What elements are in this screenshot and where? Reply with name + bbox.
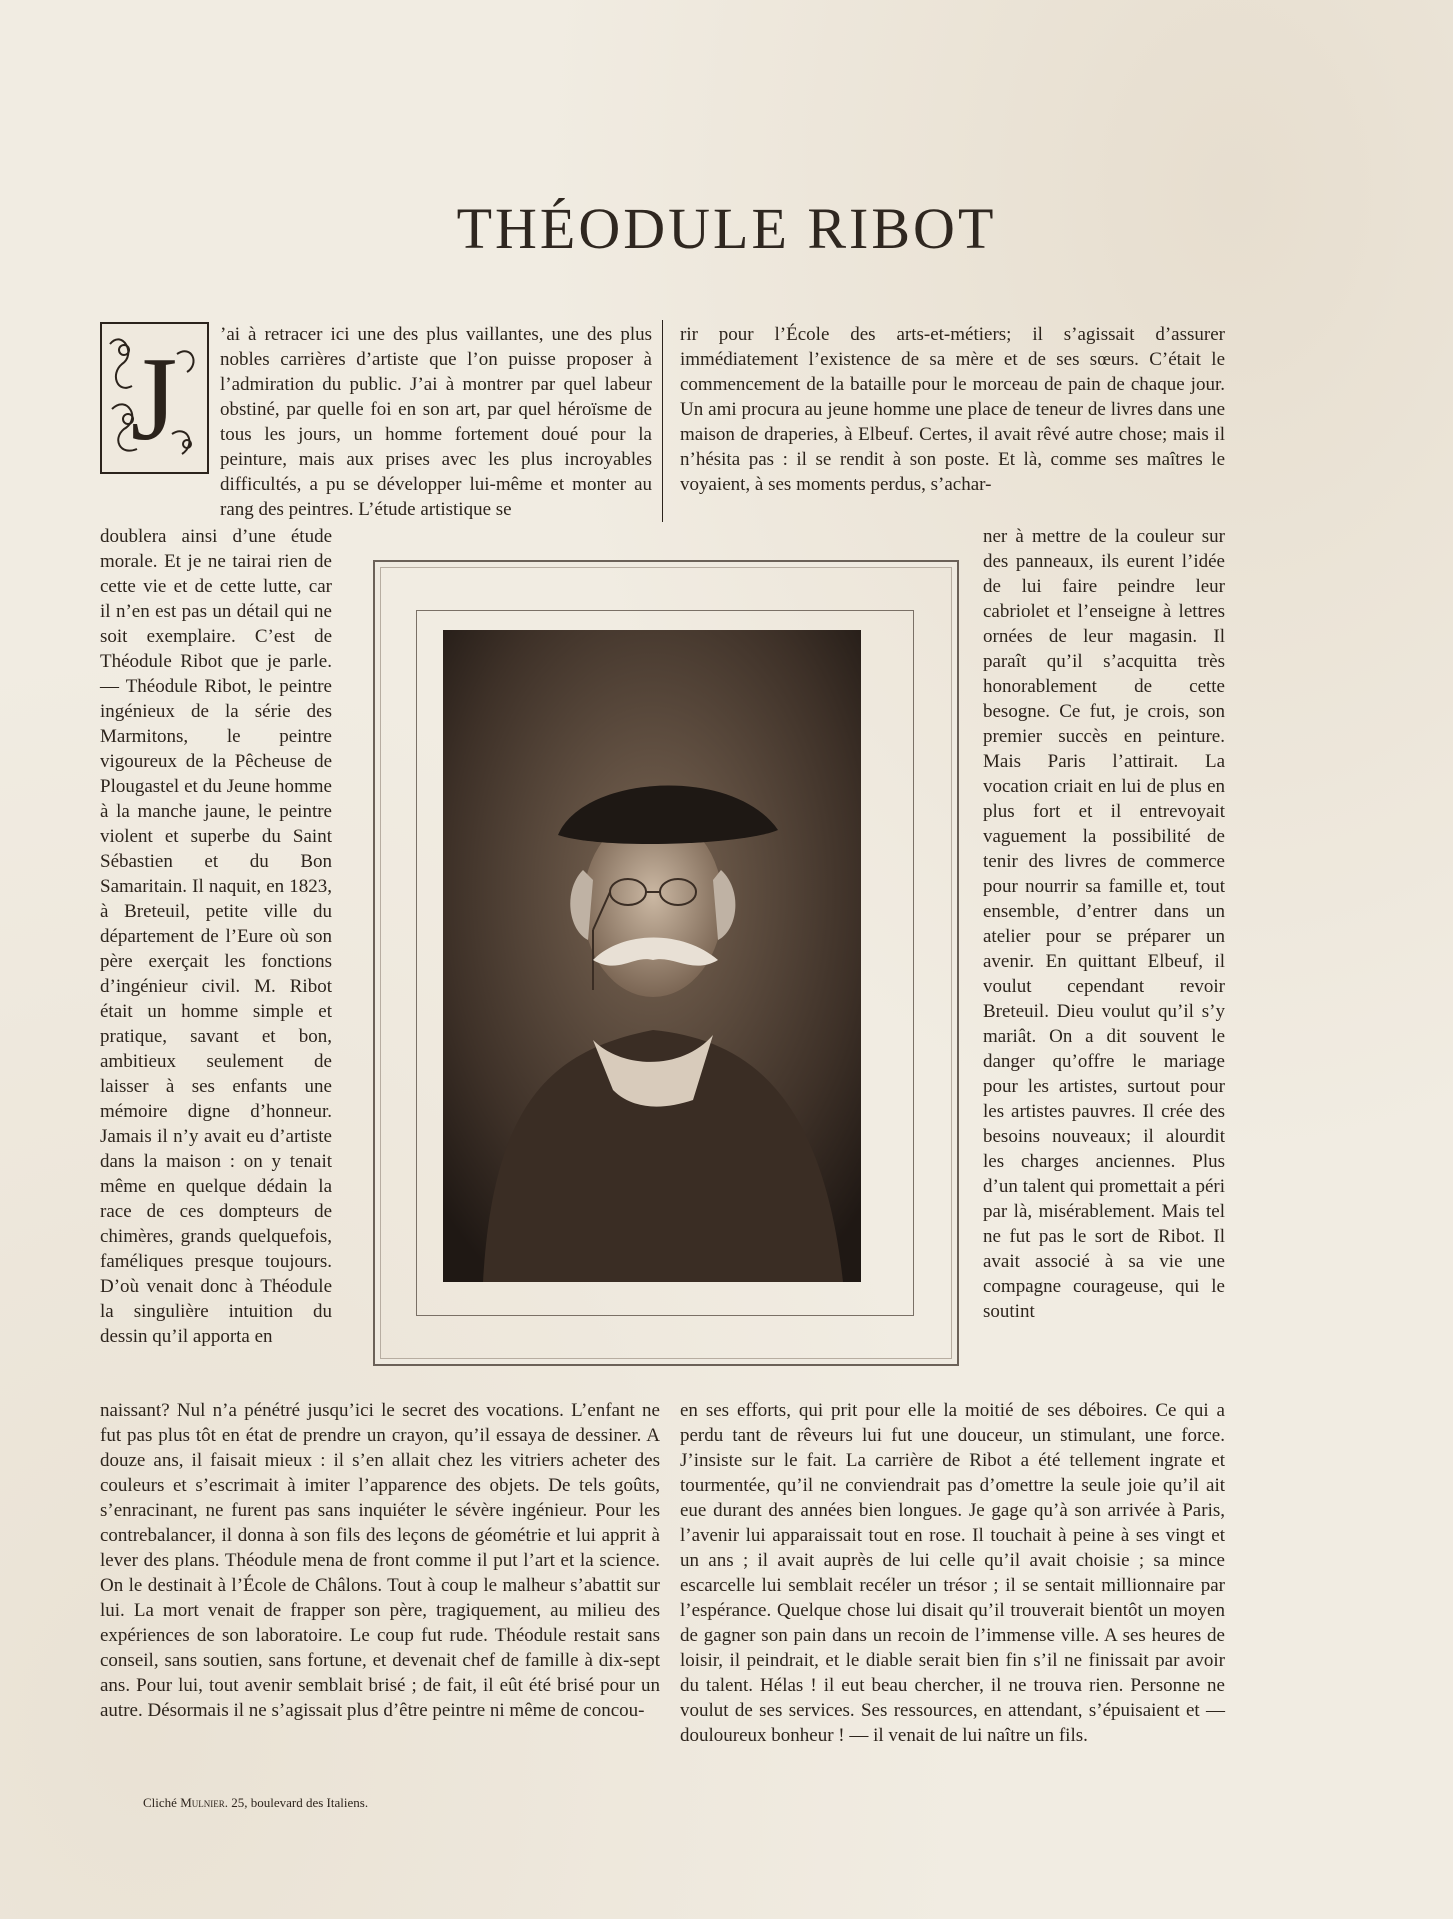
right-column-bottom: en ses efforts, qui prit pour elle la moitié de ses déboires. Ce qui a perdu tant de rêveurs lui fut une douceur, un stimulant, une force. J’insiste sur le fait. La carrière de Ribot a été tellement ingrate et tourmentée, qu’il ne conviendrait pas d’omettre la seule joie qu’il ait eue durant des années bien longues. Je gage qu’à son arrivée à Paris, l’avenir lui apparaissait tout en rose. Il touchait à peine à ses vingt et un ans ; il avait auprès de lui celle qu’il avait choisie ; sa mince escarcelle lui semblait recéler un trésor ; il se sentait millionnaire par l’espérance. Quelque chose lui disait qu’il trouverait bientôt un moyen de gagner son pain dans un recoin de l’immense ville. A ses heures de loisir, il peindrait, et le diable serait bien fin s’il ne finissait par avoir du talent. Hélas ! il eut beau chercher, il ne trouva rien. Personne ne voulut de ses services. Ses ressources, en attendant, s’épuisaient et — douloureux bonheur ! — il venait de lui naître un fils.	[680, 1400, 1225, 1746]
right-narrow-column: ner à mettre de la couleur sur des panneaux, ils eurent l’idée de lui faire peindre leur cabriolet et l’enseigne à lettres ornées de leur magasin. Il paraît qu’il s’acquitta très honorablement de cette besogne. Ce fut, je crois, son premier succès en peinture. Mais Paris l’attirait. La vocation criait en lui de plus en plus fort et il entrevoyait vaguement la possibilité de tenir des livres de commerce pour nourrir sa famille et, tout ensemble, d’entrer dans un atelier pour se préparer un avenir. En quittant Elbeuf, il voulut cependant revoir Breteuil. Dieu voulut qu’il s’y mariât. On a dit souvent le danger qu’offre le mariage pour les artistes, surtout pour les artistes pauvres. Il crée des besoins nouveaux; il alourdit les charges anciennes. Plus d’un talent qui promettait a péri par là, misérablement. Mais tel ne fut pas le sort de Ribot. Il avait associé à sa vie une compagne courageuse, qui le soutint	[983, 526, 1225, 1322]
intro-paragraph: ’ai à retracer ici une des plus vaillantes, une des plus nobles carrières d’artiste que l’on puisse proposer à l’admiration du public. J’ai à montrer par quel labeur obstiné, par quelle foi en son art, par quel héroïsme de tous les jours, un homme fortement doué pour la peinture, mais aux prises avec les plus incroyables difficultés, a pu se développer lui-même et monter au rang des peintres. L’étude artistique se	[220, 324, 652, 520]
right-column-top: rir pour l’École des arts-et-métiers; il s’agissait d’assurer immédiatement l’existence de sa mère et de ses sœurs. C’était le commencement de la bataille pour le morceau de pain de chaque jour. Un ami procura au jeune homme une place de teneur de livres dans une maison de draperies, à Elbeuf. Certes, il avait rêvé autre chose; mais il n’hésita pas : il se rendit à son poste. Et là, comme ses maîtres le voyaient, à ses moments perdus, s’achar-	[680, 324, 1225, 495]
photo-credit	[143, 1795, 368, 1811]
left-narrow-column: doublera ainsi d’une étude morale. Et je ne tairai rien de cette vie et de cette lutte, car il n’en est pas un détail qui ne soit exemplaire. C’est de Théodule Ribot que je parle. — Théodule Ribot, le peintre ingénieux de la série des Marmitons, le peintre vigoureux de la Pêcheuse de Plougastel et du Jeune homme à la manche jaune, le peintre violent et superbe du Saint Sébastien et du Bon Samaritain. Il naquit, en 1823, à Breteuil, petite ville du département de l’Eure où son père exerçait les fonctions d’ingénieur civil. M. Ribot était un homme simple et pratique, savant et bon, ambitieux seulement de laisser à ses enfants une mémoire digne d’honneur. Jamais il n’y avait eu d’artiste dans la maison : on y tenait même en quelque dédain la race de ces dompteurs de chimères, grands quelquefois, faméliques presque toujours. D’où venait donc à Théodule la singulière intuition du dessin qu’il apporta en	[100, 526, 332, 1347]
photo-credit-address: 25, boulevard des Italiens.	[231, 1795, 369, 1810]
dropcap-ornament-icon	[102, 324, 207, 472]
column-divider	[662, 320, 663, 522]
photo-credit-name: Mulnier.	[180, 1795, 228, 1810]
left-column-bottom: naissant? Nul n’a pénétré jusqu’ici le secret des vocations. L’enfant ne fut pas plus tôt en état de prendre un crayon, qu’il essaya de dessiner. A douze ans, il faisait mieux : il s’en allait chez les vitriers acheter des couleurs et s’escrimait à imiter l’apparence des objets. De tels goûts, s’enracinant, ne furent pas sans inquiéter le sévère ingénieur. Pour les contrebalancer, il donna à son fils des leçons de géométrie et lui apprit à lever des plans. Théodule mena de front comme il put l’art et la science. On le destinait à l’École de Châlons. Tout à coup le malheur s’abattit sur lui. La mort venait de frapper son père, tragiquement, au milieu des expériences de son laboratoire. Le coup fut rude. Théodule restait sans conseil, sans soutien, sans fortune, et devenait chef de famille à dix-sept ans. Pour lui, tout avenir semblait brisé ; de fait, il eût été brisé pour un autre. Désormais il ne s’agissait plus d’être peintre ni même de concou-	[100, 1400, 660, 1721]
photo-credit-prefix: Cliché	[143, 1795, 177, 1810]
portrait-photograph	[443, 630, 861, 1282]
ornamental-dropcap	[100, 322, 209, 474]
article-title: THÉODULE RIBOT	[456, 196, 997, 261]
dropcap-letter: J	[130, 332, 178, 465]
